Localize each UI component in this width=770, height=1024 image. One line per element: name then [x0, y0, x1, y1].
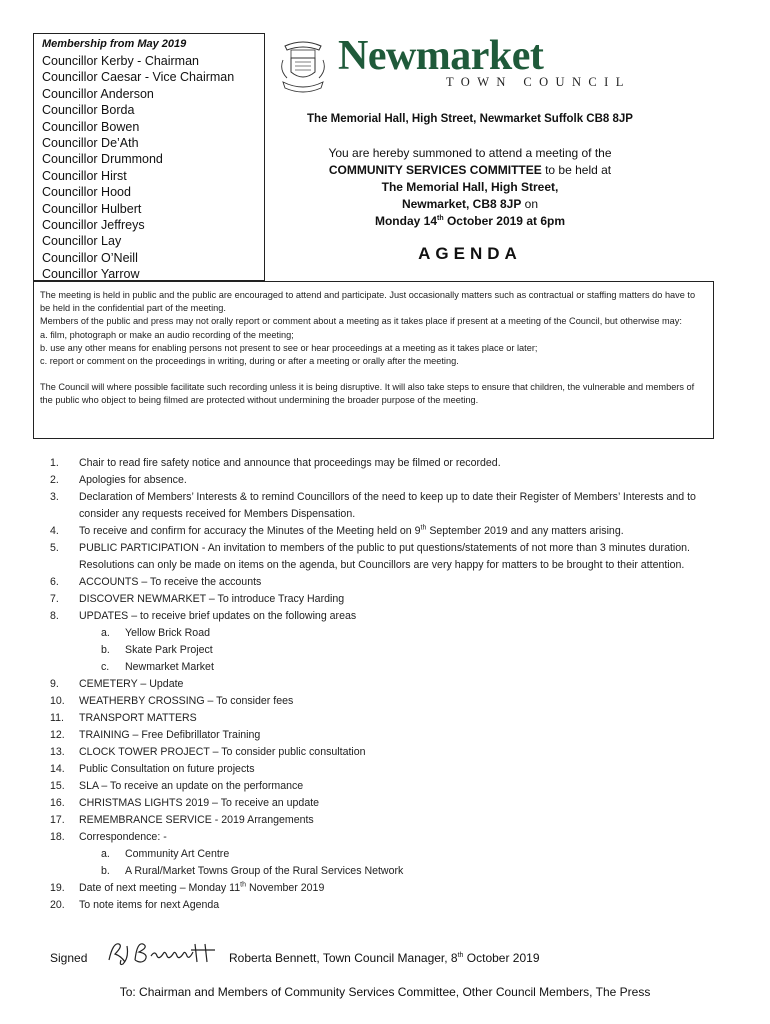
- agenda-item: [50, 812, 730, 829]
- agenda-item: [50, 540, 730, 574]
- agenda-item: [50, 897, 730, 914]
- item-text: UPDATES – to receive brief updates on the following areas: [79, 610, 357, 622]
- notice-paragraph: Members of the public and press may not orally report or comment about a meeting as it takes place if present at a meeting of the Council, but otherwise may:: [40, 316, 682, 327]
- item-number: 17.: [50, 814, 65, 826]
- member-item: Councillor O’Neill: [42, 250, 138, 265]
- summons-line: [275, 213, 665, 230]
- agenda-subitem: [50, 642, 730, 659]
- notice-paragraph: b. use any other means for enabling persons not present to see or hear proceedings at a meeting as it takes place or later;: [40, 342, 538, 353]
- subitem-text: A Rural/Market Towns Group of the Rural Services Network: [125, 865, 404, 877]
- item-text: Correspondence: -: [79, 831, 167, 843]
- agenda-item: [50, 676, 730, 693]
- logo-subtitle: TOWN COUNCIL: [446, 75, 631, 89]
- public-notice-box: [33, 281, 714, 439]
- item-text: SLA – To receive an update on the performance: [79, 780, 304, 792]
- member-item: Councillor Hirst: [42, 168, 127, 183]
- summons-town: Newmarket, CB8 8JP: [401, 197, 522, 211]
- summons-text: to be held at: [541, 163, 612, 177]
- item-text: To note items for next Agenda: [79, 899, 220, 911]
- summons-line: [275, 196, 665, 213]
- member-item: Councillor Jeffreys: [42, 218, 145, 233]
- subitem-letter: a.: [101, 848, 110, 860]
- agenda-item: [50, 727, 730, 744]
- signed-label: Signed: [50, 951, 88, 965]
- agenda-item: [50, 472, 730, 489]
- item-text: Chair to read fire safety notice and announce that proceedings may be filmed or recorded.: [79, 457, 501, 469]
- ordinal-suffix: th: [437, 215, 444, 222]
- item-text-part: Date of next meeting – Monday 11: [79, 882, 241, 894]
- member-item: Councillor Anderson: [42, 86, 154, 101]
- agenda-item: [50, 693, 730, 710]
- item-text: WEATHERBY CROSSING – To consider fees: [79, 695, 294, 707]
- member-item: Councillor Hood: [42, 185, 131, 200]
- item-text: PUBLIC PARTICIPATION - An invitation to members of the public to put questions/statements of not more than 3 minutes duration. Resolutions can only be made on items on the agenda, but Councillors are very happy for matters to be brought to their attention.: [79, 542, 691, 571]
- agenda-item: [50, 523, 730, 540]
- agenda-item: [50, 574, 730, 591]
- agenda-item: [50, 829, 730, 846]
- agenda-item: [50, 778, 730, 795]
- subitem-text: Skate Park Project: [125, 644, 213, 656]
- subitem-text: Newmarket Market: [125, 661, 214, 673]
- member-item: Councillor Borda: [42, 103, 135, 118]
- agenda-item: [50, 710, 730, 727]
- item-text: Declaration of Members’ Interests & to remind Councillors of the need to keep up to date their Register of Members’ Interests and to consider any requests received for Members Dispensation.: [79, 491, 696, 520]
- summons-text: on: [521, 197, 539, 211]
- agenda-subitem: [50, 846, 730, 863]
- summons-line: You are hereby summoned to attend a meeting of the: [328, 146, 612, 160]
- agenda-item: [50, 761, 730, 778]
- item-text-part: September 2019 and any matters arising.: [426, 525, 624, 537]
- item-number: 9.: [50, 678, 59, 690]
- committee-name: COMMUNITY SERVICES COMMITTEE: [328, 163, 542, 177]
- distribution-line: To: Chairman and Members of Community Services Committee, Other Council Members, The Press: [119, 985, 651, 999]
- ordinal-suffix: th: [457, 952, 464, 959]
- item-text: [79, 523, 730, 540]
- agenda-list: [50, 455, 730, 914]
- item-number: 13.: [50, 746, 65, 758]
- subitem-letter: b.: [101, 865, 110, 877]
- item-number: 16.: [50, 797, 65, 809]
- member-item: Councillor Kerby - Chairman: [42, 54, 200, 68]
- item-number: 5.: [50, 542, 59, 554]
- item-number: 2.: [50, 474, 59, 486]
- agenda-item: [50, 489, 730, 523]
- agenda-item: [50, 880, 730, 897]
- member-item: Councillor Drummond: [42, 152, 163, 167]
- item-text: TRANSPORT MATTERS: [79, 712, 197, 724]
- agenda-subitem: [50, 863, 730, 880]
- town-crest-icon: [279, 36, 327, 96]
- member-item: Councillor Yarrow: [42, 267, 140, 282]
- item-text: Public Consultation on future projects: [79, 763, 255, 775]
- item-text-part: November 2019: [246, 882, 325, 894]
- agenda-item: [50, 591, 730, 608]
- ordinal-suffix: th: [240, 881, 247, 889]
- logo-name: Newmarket: [338, 33, 544, 79]
- ordinal-suffix: th: [420, 524, 427, 532]
- notice-paragraph: The meeting is held in public and the public are encouraged to attend and participate. Just occasionally matters such as contractual or staffing matters do have to be held in the confidential part of the meeting.: [40, 290, 696, 314]
- item-text-part: To receive and confirm for accuracy the Minutes of the Meeting held on 9: [79, 525, 421, 537]
- subitem-letter: c.: [101, 661, 110, 673]
- notice-paragraph: a. film, photograph or make an audio recording of the meeting;: [40, 329, 294, 340]
- item-text: CHRISTMAS LIGHTS 2019 – To receive an update: [79, 797, 320, 809]
- agenda-item: [50, 455, 730, 472]
- signatory-date: October 2019: [463, 951, 540, 965]
- summons-venue: The Memorial Hall, High Street,: [381, 180, 559, 194]
- summons-line: [275, 162, 665, 179]
- item-text: TRAINING – Free Defibrillator Training: [79, 729, 261, 741]
- item-number: 7.: [50, 593, 59, 605]
- agenda-heading: AGENDA: [418, 244, 522, 263]
- membership-title: Membership from May 2019: [42, 38, 187, 50]
- notice-paragraph: The Council will where possible facilitate such recording unless it is being disruptive. It will also take steps to ensure that children, the vulnerable and members of the public who object to being filmed are protected without undermining the broader purpose of the meeting.: [40, 382, 695, 406]
- item-text: CLOCK TOWER PROJECT – To consider public consultation: [79, 746, 366, 758]
- item-number: 14.: [50, 763, 65, 775]
- item-number: 12.: [50, 729, 65, 741]
- item-text: CEMETERY – Update: [79, 678, 184, 690]
- item-text: DISCOVER NEWMARKET – To introduce Tracy Harding: [79, 593, 345, 605]
- signatory-line: [229, 951, 540, 965]
- agenda-item: [50, 795, 730, 812]
- agenda-subitem: [50, 625, 730, 642]
- signatory-name: Roberta Bennett, Town Council Manager, 8: [229, 951, 458, 965]
- agenda-item: [50, 608, 730, 625]
- member-item: Councillor Caesar - Vice Chairman: [42, 70, 235, 85]
- item-number: 18.: [50, 831, 65, 843]
- summons-block: [275, 145, 665, 230]
- notice-paragraph: c. report or comment on the proceedings in writing, during or after a meeting or orally after the meeting.: [40, 356, 459, 367]
- item-number: 8.: [50, 610, 59, 622]
- subitem-letter: a.: [101, 627, 110, 639]
- subitem-text: Yellow Brick Road: [125, 627, 210, 639]
- member-item: Councillor Lay: [42, 234, 122, 249]
- item-number: 6.: [50, 576, 59, 588]
- venue-line: The Memorial Hall, High Street, Newmarket Suffolk CB8 8JP: [307, 113, 633, 125]
- member-item: Councillor Hulbert: [42, 201, 142, 216]
- item-number: 4.: [50, 525, 59, 537]
- agenda-subitem: [50, 659, 730, 676]
- membership-box: [33, 33, 265, 281]
- item-number: 10.: [50, 695, 65, 707]
- summons-line: [275, 179, 665, 196]
- item-number: 11.: [50, 712, 64, 724]
- item-number: 20.: [50, 899, 65, 911]
- member-item: Councillor De’Ath: [42, 136, 139, 151]
- agenda-item: [50, 744, 730, 761]
- member-item: Councillor Bowen: [42, 119, 140, 134]
- item-text: REMEMBRANCE SERVICE - 2019 Arrangements: [79, 814, 314, 826]
- item-number: 15.: [50, 780, 65, 792]
- meeting-date: Monday 14: [374, 214, 437, 228]
- subitem-text: Community Art Centre: [125, 848, 230, 860]
- item-number: 3.: [50, 491, 59, 503]
- item-text: [79, 880, 730, 897]
- item-text: Apologies for absence.: [79, 474, 187, 486]
- item-text: ACCOUNTS – To receive the accounts: [79, 576, 262, 588]
- handwritten-signature: [105, 938, 225, 968]
- item-number: 19.: [50, 882, 65, 894]
- subitem-letter: b.: [101, 644, 110, 656]
- item-number: 1.: [50, 457, 59, 469]
- meeting-time: October 2019 at 6pm: [443, 214, 565, 228]
